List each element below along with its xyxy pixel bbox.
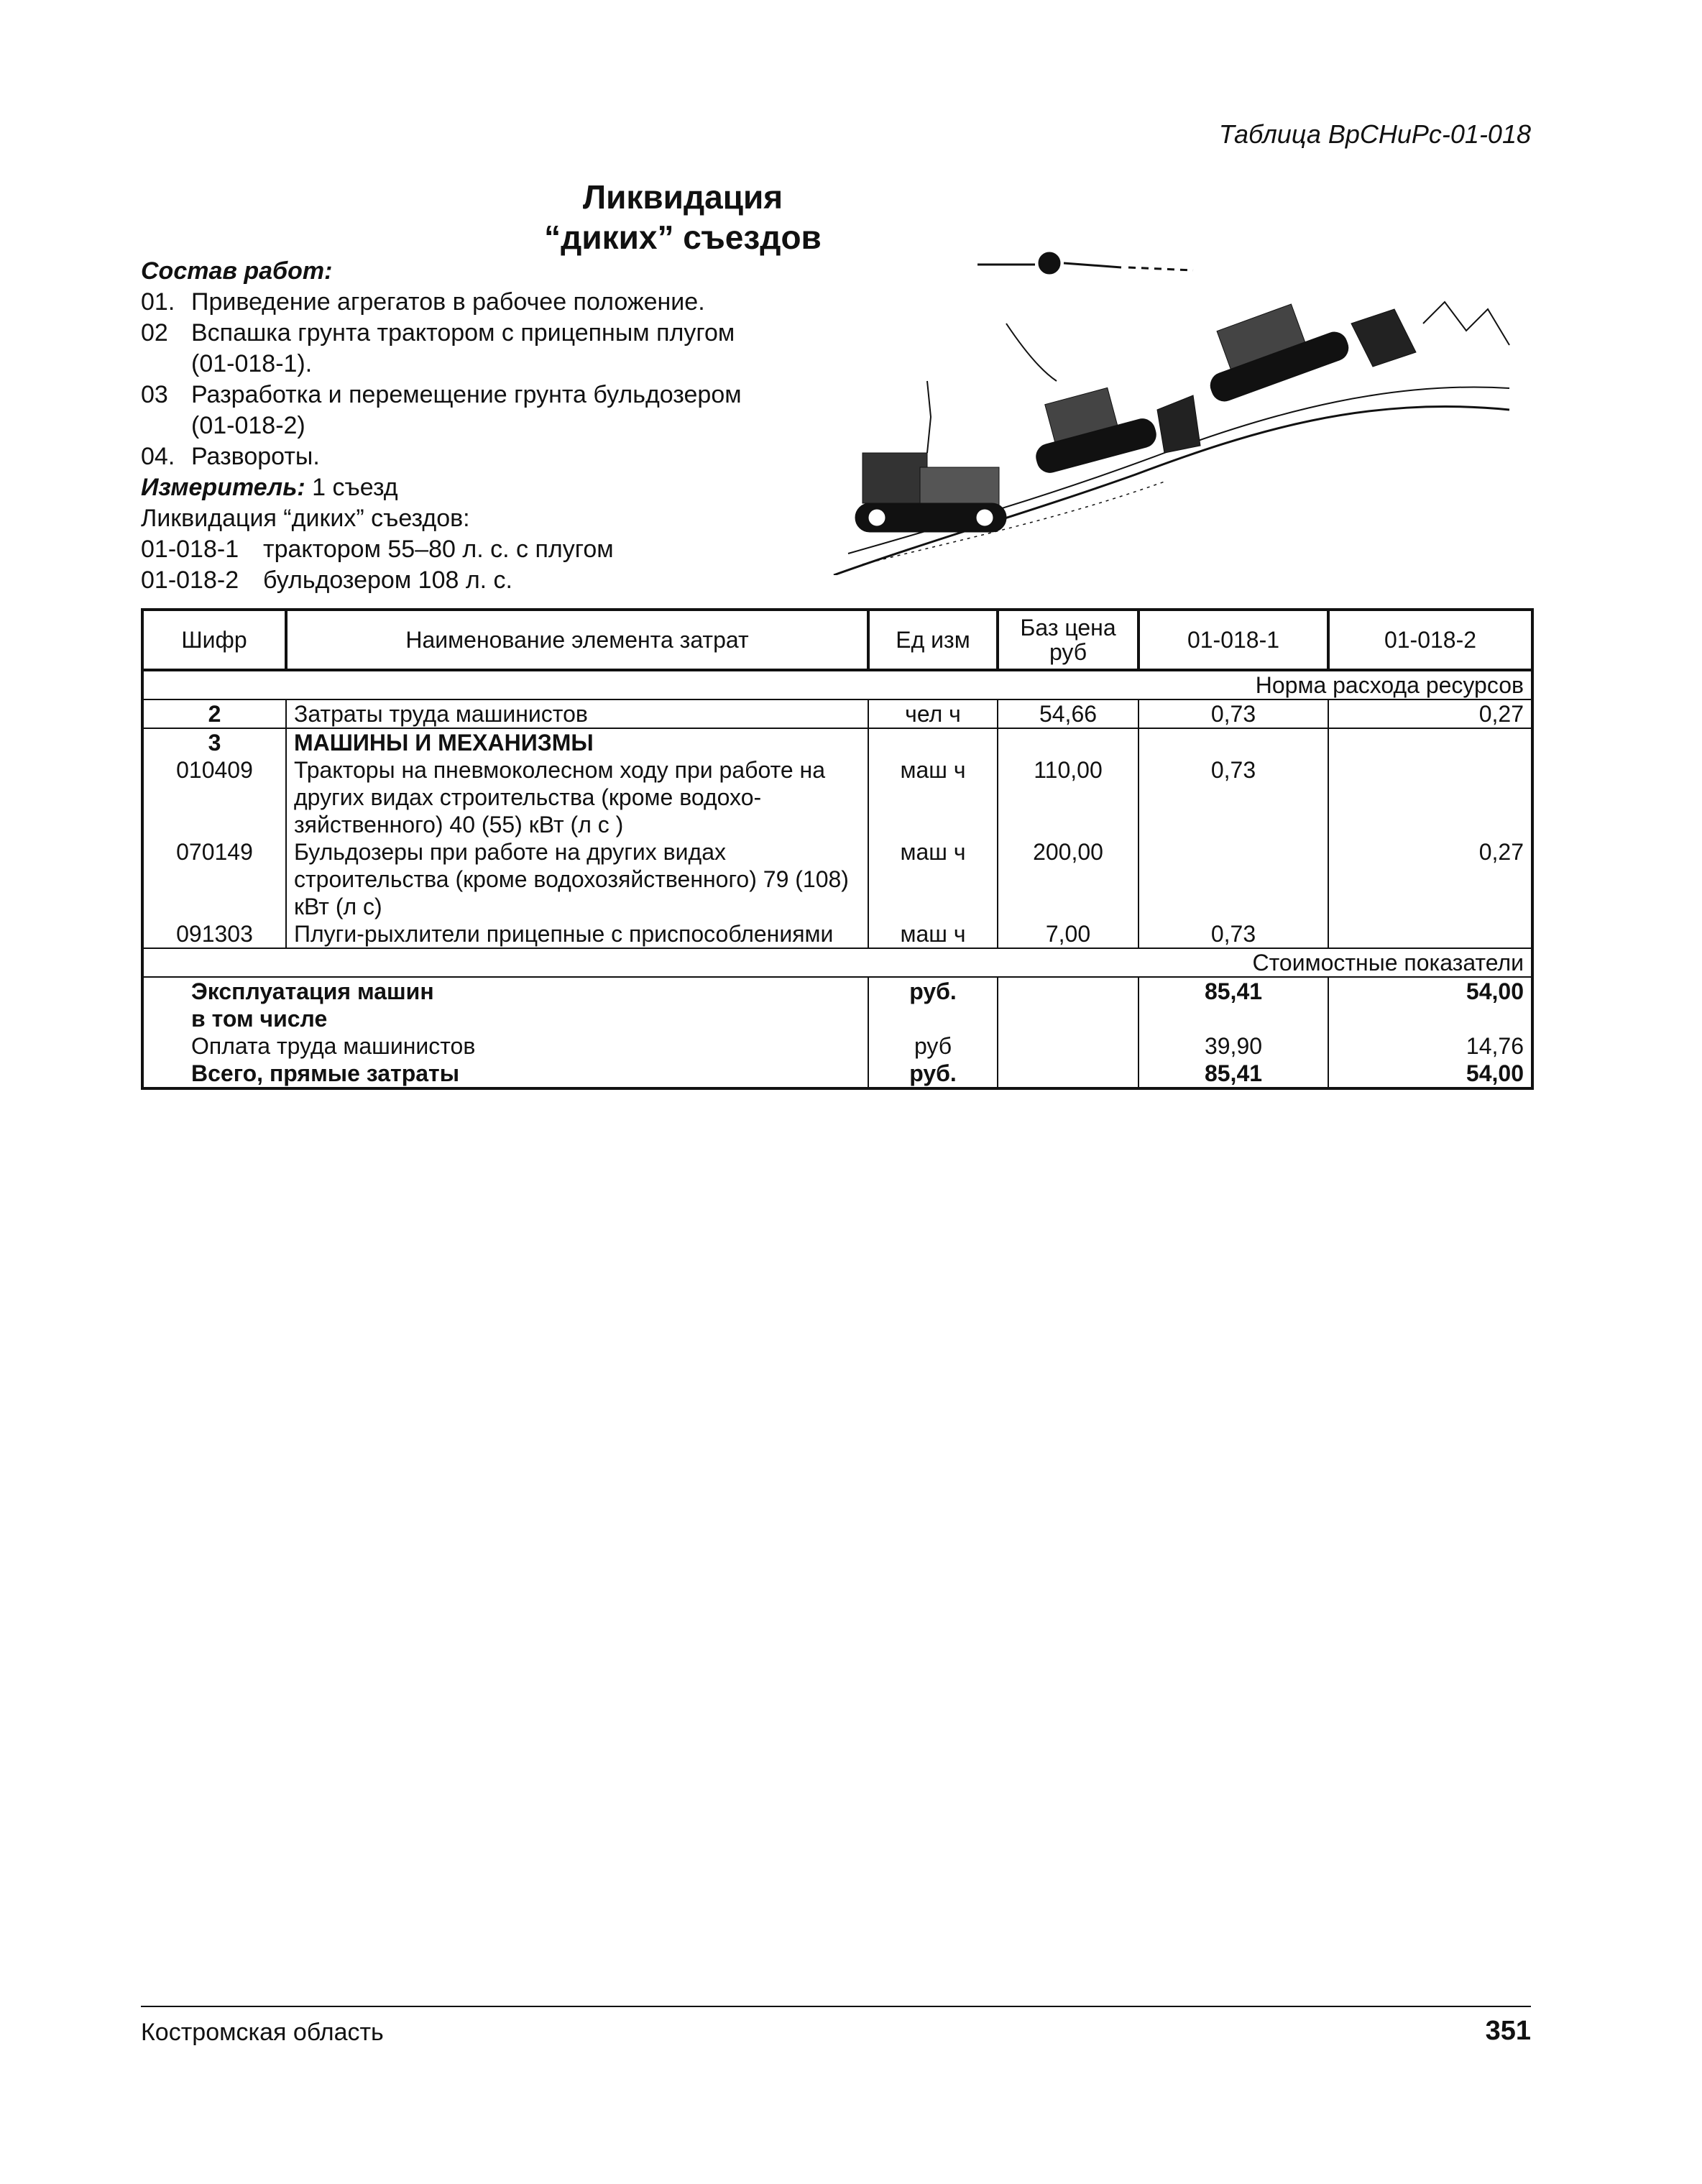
- header-unit: Ед изм: [868, 610, 998, 670]
- bulldozer-top-icon: [1207, 304, 1416, 405]
- works-item: 02 Вспашка грунта трактором с прицепным плугом: [141, 319, 735, 347]
- works-item: 04. Развороты.: [141, 443, 320, 470]
- header-name: Наименование элемента затрат: [286, 610, 868, 670]
- variant-item: 01-018-1 трактором 55–80 л. с. с плугом: [141, 536, 614, 563]
- works-item: (01-018-2): [191, 412, 305, 439]
- meter-line: Измеритель: 1 съезд: [141, 474, 398, 501]
- header-variant-2: 01-018-2: [1328, 610, 1532, 670]
- cost-row: в том числе: [142, 1005, 1532, 1032]
- works-heading: Состав работ:: [141, 257, 333, 285]
- footer-region: Костромская область: [141, 2019, 384, 2046]
- header-code: Шифр: [142, 610, 286, 670]
- works-description: [141, 256, 860, 596]
- table-row: 010409 Тракторы на пневмоколесном ходу при работе на других видах строительства (кроме водохо-зяйственного) 40 (55) кВт (л с ) маш ч 110,00 0,73: [142, 756, 1532, 838]
- table-row: 070149 Бульдозеры при работе на других видах строительства (кроме водохозяйственного) 79 (108) кВт (л с) маш ч 200,00 0,27: [142, 838, 1532, 920]
- works-item: (01-018-1).: [191, 350, 313, 377]
- header-price: Баз цена руб: [998, 610, 1138, 670]
- cost-row: Оплата труда машинистов руб 39,90 14,76: [142, 1032, 1532, 1060]
- table-row: 3 МАШИНЫ И МЕХАНИЗМЫ: [142, 728, 1532, 756]
- section-costs: Стоимостные показатели: [142, 948, 1532, 977]
- header-variant-1: 01-018-1: [1138, 610, 1328, 670]
- bulldozer-tractor-illustration: [819, 237, 1524, 575]
- liquidation-line: Ликвидация “диких” съездов:: [141, 505, 470, 532]
- table-row: 2 Затраты труда машинистов чел ч 54,66 0,73 0,27: [142, 699, 1532, 728]
- title-line-2: “диких” съездов: [544, 219, 822, 256]
- cost-table: [141, 608, 1534, 1090]
- works-item: 01. Приведение агрегатов в рабочее положение.: [141, 288, 705, 316]
- section-norms: Норма расхода ресурсов: [142, 670, 1532, 699]
- table-row: 091303 Плуги-рыхлители прицепные с приспособлениями маш ч 7,00 0,73: [142, 920, 1532, 948]
- tractor-icon: [855, 453, 1006, 532]
- variant-item: 01-018-2 бульдозером 108 л. с.: [141, 566, 513, 594]
- bulldozer-icon: [1034, 387, 1200, 475]
- table-header-row: [142, 610, 1532, 670]
- page-number: 351: [1485, 2016, 1531, 2046]
- title-line-1: Ликвидация: [582, 178, 783, 216]
- works-item: 03 Разработка и перемещение грунта бульдозером: [141, 381, 742, 408]
- cost-row: Всего, прямые затраты руб. 85,41 54,00: [142, 1060, 1532, 1088]
- cost-row: Эксплуатация машин руб. 85,41 54,00: [142, 977, 1532, 1005]
- footer-divider: [141, 2006, 1531, 2007]
- table-reference: Таблица ВрСНиРс-01-018: [1218, 119, 1531, 149]
